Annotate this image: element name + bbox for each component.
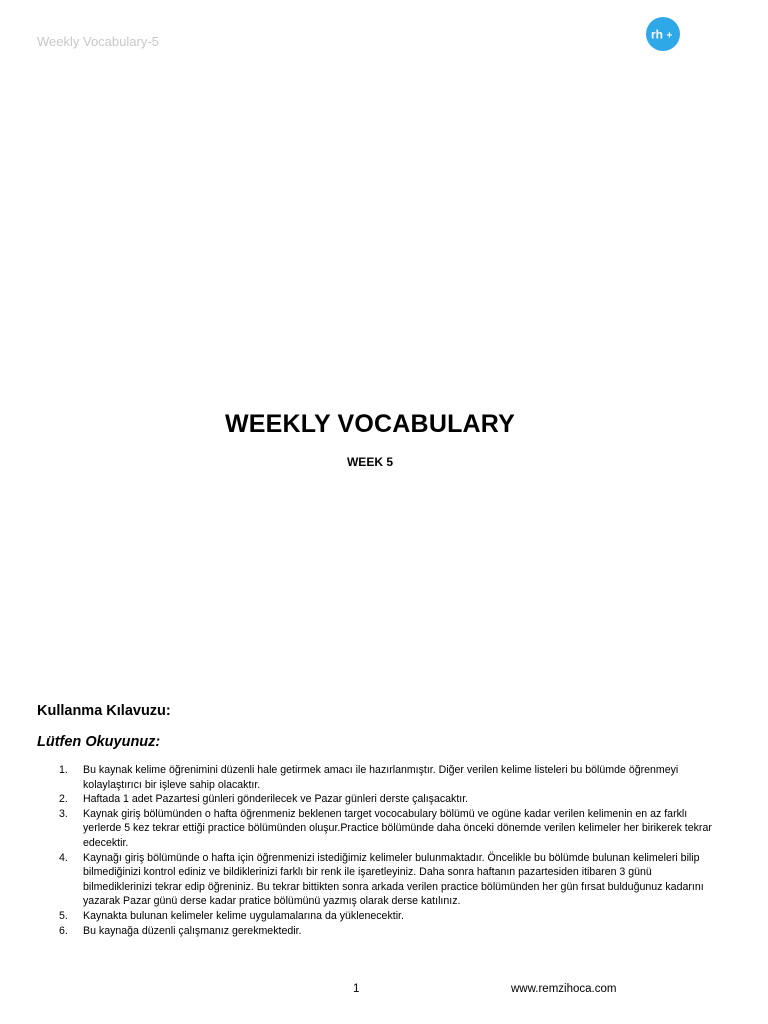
list-item-text: Haftada 1 adet Pazartesi günleri gönderilecek ve Pazar günleri derste çalışacaktır. [83, 793, 469, 806]
list-item-text: Bu kaynağa düzenli çalışmanız gerekmektedir. [83, 924, 302, 937]
list-item-number: 6. [59, 924, 68, 937]
list-item-number: 4. [59, 851, 68, 864]
list-item-number: 3. [59, 807, 68, 820]
list-item [37, 792, 717, 807]
list-item-text: Kaynakta bulunan kelimeler kelime uygulamalarına da yüklenecektir. [83, 909, 404, 922]
rh-plus-logo-icon [650, 26, 676, 42]
list-item-text: Kaynağı giriş bölümünde o hafta için öğrenmenizi istediğimiz kelimeler bulunmaktadır. Öncelikle bu bölümde bulunan kelimeleri bilip bilmediğinizi kontrol ediniz ve bildiklerinizi farklı bir renk ile işaretleyiniz. Daha sonra haftanın pazartesiden itibaren 3 günü bilmediklerinizi tekrar edip öğreniniz. Bu tekrar bittikten sonra arkada verilen practice bölümünden her gün fırsat bulduğunuz kadarını yazarak Pazar günü derse kadar pratice bölümünü yazmış olarak derse katılınız. [83, 851, 704, 908]
running-header: Weekly Vocabulary-5 [37, 34, 159, 49]
list-item [37, 924, 717, 939]
instruction-list [37, 763, 717, 938]
document-title: WEEKLY VOCABULARY [224, 410, 515, 438]
list-item-text: Kaynak giriş bölümünden o hafta öğrenmeniz beklenen target vococabulary bölümü ve ogüne kadar verilen kelimenin en az farklı yerlerde 5 kez tekrar ettiği practice bölümünden oluşur.Practice bölümünde daha önceki dönemde verilen kelimeler her birikerek tekrar edecektir. [83, 807, 712, 849]
list-item-number: 5. [59, 909, 68, 922]
guide-heading: Kullanma Kılavuzu: [37, 703, 171, 719]
week-subtitle: WEEK 5 [346, 455, 393, 469]
svg-text:+: + [666, 30, 673, 42]
list-item-number: 2. [59, 793, 68, 806]
list-item [37, 909, 717, 924]
list-item [37, 763, 717, 792]
list-item [37, 807, 717, 851]
list-item-text: Bu kaynak kelime öğrenimini düzenli hale getirmek amacı ile hazırlanmıştır. Diğer verilen kelime listeleri bu bölümde öğrenmeyi kolaylaştırıcı bir işleve sahip olacaktır. [83, 764, 679, 791]
list-item-number: 1. [59, 764, 68, 776]
page-number: 1 [353, 983, 360, 995]
list-item [37, 851, 717, 909]
footer-url: www.remzihoca.com [511, 983, 617, 995]
svg-text:rh: rh [651, 27, 663, 42]
rh-plus-logo [646, 17, 680, 51]
guide-subheading: Lütfen Okuyunuz: [37, 734, 161, 750]
